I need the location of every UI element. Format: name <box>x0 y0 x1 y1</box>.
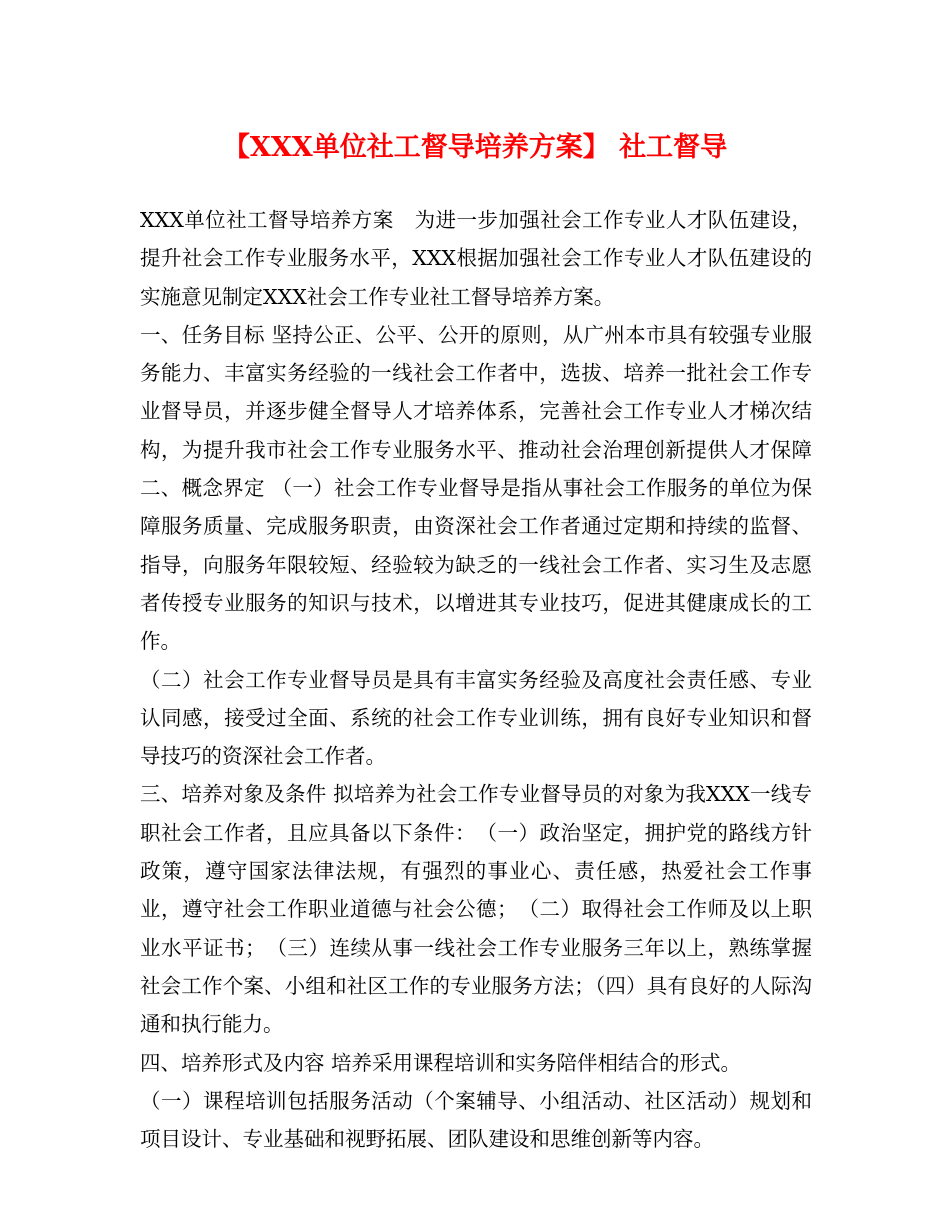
paragraph-training-targets: 三、培养对象及条件 拟培养为社会工作专业督导员的对象为我XXX一线专职社会工作者，且应具备以下条件： （一）政治坚定，拥护党的路线方针政策，遵守国家法律法规，有强烈的事业心、责任感，热爱社会工作事业，遵守社会工作职业道德与社会公德； （二）取得社会工作师及以上职业水平证书； （三）连续从事一线社会工作专业服务三年以上，熟练掌握社会工作个案、小组和社区工作的专业服务方法；（四）具有良好的人际沟通和执行能力。 <box>140 782 812 1037</box>
paragraph-intro: XXX单位社工督导培养方案 为进一步加强社会工作专业人才队伍建设，提升社会工作专业服务水平，XXX根据加强社会工作专业人才队伍建设的实施意见制定XXX社会工作专业社工督导培养方案。 <box>140 208 812 309</box>
paragraph-training-form: 四、培养形式及内容 培养采用课程培训和实务陪伴相结合的形式。 <box>140 1050 742 1075</box>
paragraph-course-training: （一）课程培训包括服务活动（个案辅导、小组活动、社区活动）规划和项目设计、专业基础和视野拓展、团队建设和思维创新等内容。 <box>140 1088 812 1152</box>
paragraph-task-goals: 一、任务目标 坚持公正、公平、公开的原则，从广州本市具有较强专业服务能力、丰富实务经验的一线社会工作者中，选拔、培养一批社会工作专业督导员，并逐步健全督导人才培养体系，完善社会工作专业人才梯次结构，为提升我市社会工作专业服务水平、推动社会治理创新提供人才保障 二、概念界定 （一）社会工作专业督导是指从事社会工作服务的单位为保障服务质量、完成服务职责，由资深社会工作者通过定期和持续的监督、指导，向服务年限较短、经验较为缺乏的一线社会工作者、实习生及志愿者传授专业服务的知识与技术，以增进其专业技巧，促进其健康成长的工作。 <box>140 322 812 654</box>
document-title: 【XXX单位社工督导培养方案】 社工督导 <box>222 132 728 163</box>
document-body <box>140 201 812 1158</box>
paragraph-supervisor-definition: （二）社会工作专业督导员是具有丰富实务经验及高度社会责任感、专业认同感，接受过全面、系统的社会工作专业训练，拥有良好专业知识和督导技巧的资深社会工作者。 <box>140 667 812 769</box>
